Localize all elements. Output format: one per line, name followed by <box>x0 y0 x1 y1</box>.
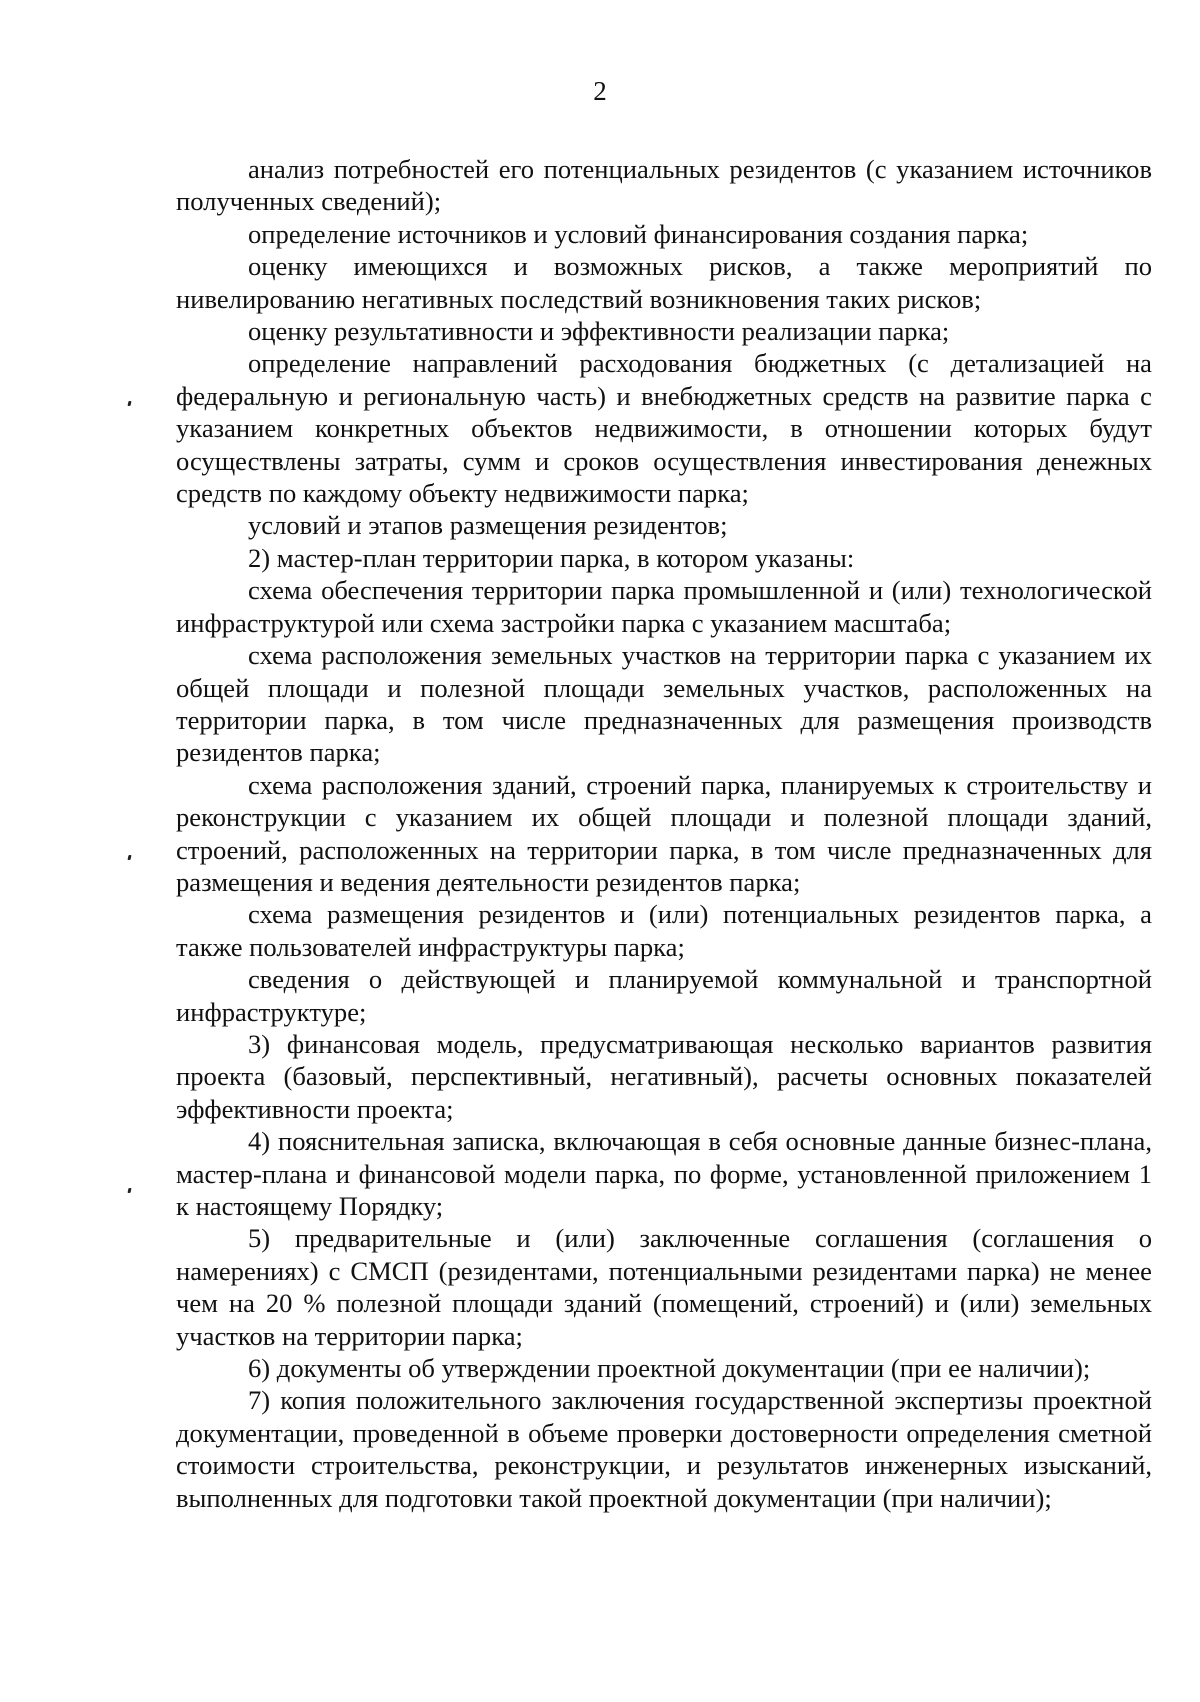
page-number: 2 <box>593 76 607 106</box>
margin-mark <box>127 855 131 860</box>
paragraph-design-approval: 6) документы об утверждении проектной документации (при ее наличии); <box>248 1353 1091 1384</box>
paragraph-resident-placement: условий и этапов размещения резидентов; <box>248 510 728 541</box>
paragraph-master-plan: 2) мастер-план территории парка, в котором указаны: <box>248 542 855 573</box>
margin-mark <box>127 401 131 406</box>
paragraph-land-plots-scheme: схема расположения земельных участков на территории парка с указанием их общей площади и полезной площади земельных участков, расположенных на территории парка, в том числе предназначенных для размещения производств резидентов парка; <box>176 640 1152 768</box>
paragraph-explanatory-note: 4) пояснительная записка, включающая в себя основные данные бизнес-плана, мастер-плана и финансовой модели парка, по форме, установленной приложением 1 к настоящему Порядку; <box>176 1126 1152 1221</box>
paragraph-financing-sources: определение источников и условий финансирования создания парка; <box>248 218 1029 249</box>
paragraph-residents-scheme: схема размещения резидентов и (или) потенциальных резидентов парка, а также пользователей инфраструктуры парка; <box>176 899 1152 962</box>
paragraph-spending-directions: определение направлений расходования бюджетных (с детализацией на федеральную и региональную часть) и внебюджетных средств на развитие парка с указанием конкретных объектов недвижимости, в отношении которых будут осуществлены затраты, сумм и сроков осуществления инвестирования денежных средств по каждому объекту недвижимости парка; <box>176 348 1152 509</box>
paragraph-needs-analysis: анализ потребностей его потенциальных резидентов (с указанием источников полученных сведений); <box>176 154 1152 217</box>
paragraph-risk-assessment: оценку имеющихся и возможных рисков, а также мероприятий по нивелированию негативных последствий возникновения таких рисков; <box>176 251 1152 314</box>
paragraph-financial-model: 3) финансовая модель, предусматривающая несколько вариантов развития проекта (базовый, перспективный, негативный), расчеты основных показателей эффективности проекта; <box>176 1028 1152 1124</box>
margin-mark <box>127 1188 131 1193</box>
paragraph-buildings-scheme: схема расположения зданий, строений парка, планируемых к строительству и реконструкции с указанием их общей площади и полезной площади зданий, строений, расположенных на территории парка, в том числе предназначенных для размещения и ведения деятельности резидентов парка; <box>176 769 1152 897</box>
paragraph-effectiveness: оценку результативности и эффективности реализации парка; <box>248 316 950 347</box>
paragraph-infrastructure-scheme: схема обеспечения территории парка промышленной и (или) технологической инфраструктурой или схема застройки парка с указанием масштаба; <box>176 575 1152 638</box>
paragraph-utilities-info: сведения о действующей и планируемой коммунальной и транспортной инфраструктуре; <box>176 964 1152 1027</box>
document-body <box>176 153 1152 1514</box>
paragraph-expertise-copy: 7) копия положительного заключения государственной экспертизы проектной документации, проведенной в объеме проверки достоверности определения сметной стоимости строительства, реконструкции, и результатов инженерных изысканий, выполненных для подготовки такой проектной документации (при наличии); <box>176 1385 1152 1513</box>
paragraph-agreements: 5) предварительные и (или) заключенные соглашения (соглашения о намерениях) с СМСП (резидентами, потенциальными резидентами парка) не менее чем на 20 % полезной площади зданий (помещений, строений) и (или) земельных участков на территории парка; <box>176 1223 1152 1351</box>
